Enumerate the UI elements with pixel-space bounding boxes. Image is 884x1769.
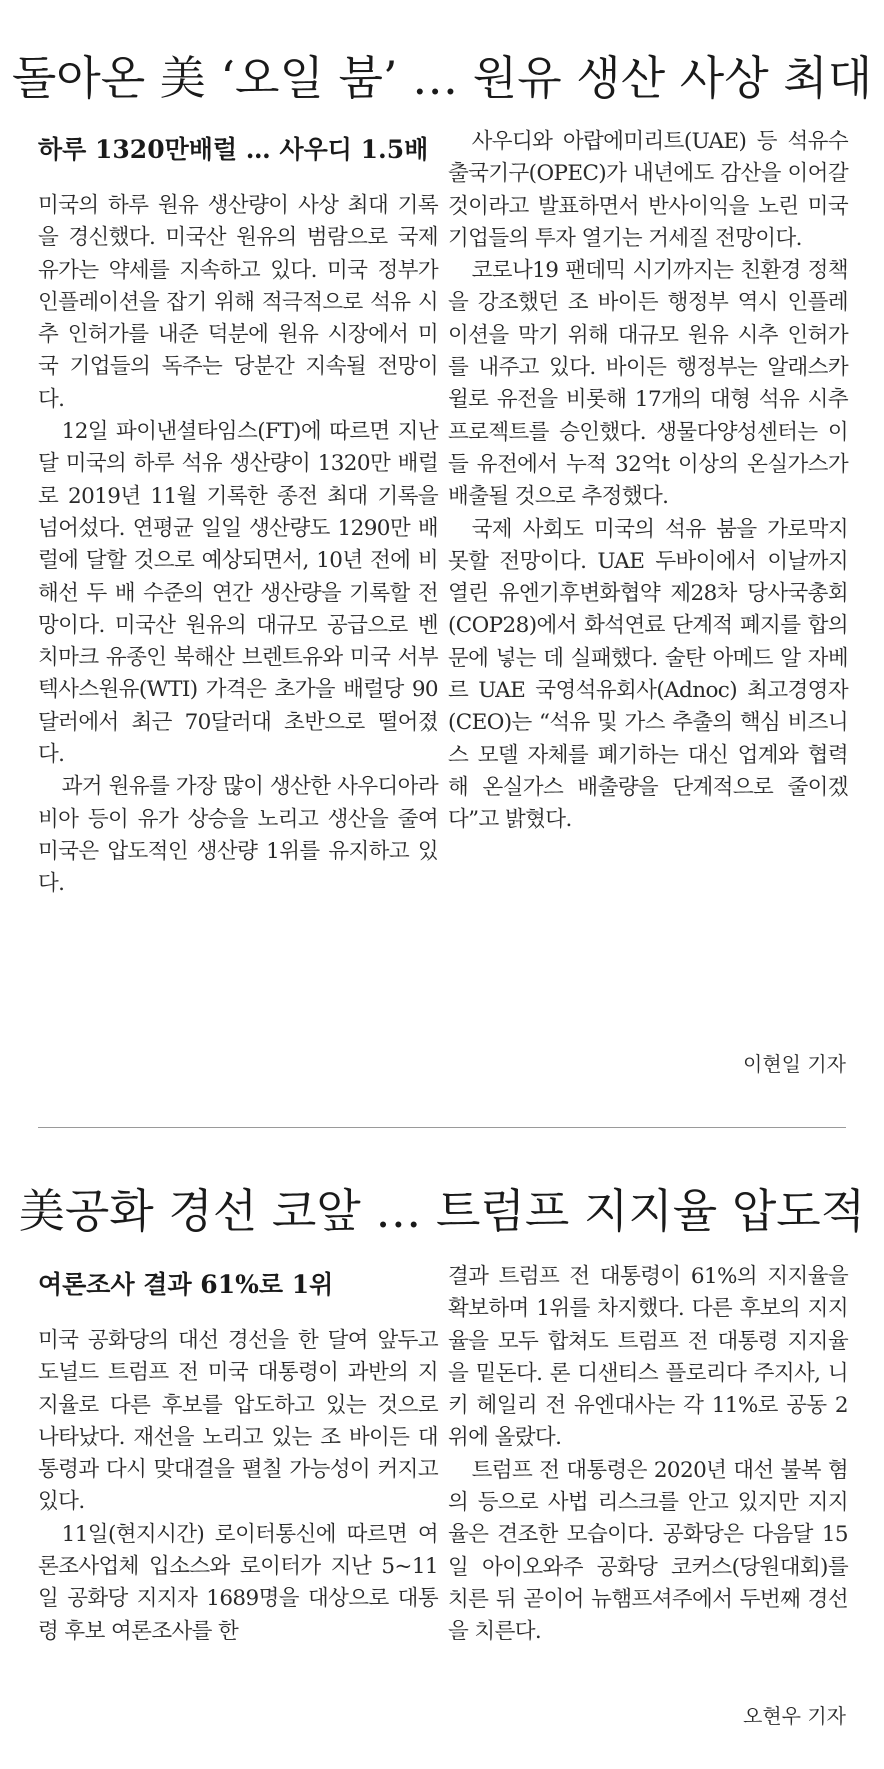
article1-paragraph: 사우디와 아랍에미리트(UAE) 등 석유수출국기구(OPEC)가 내년에도 감산을 이어갈 것이라고 발표하면서 반사이익을 노린 미국 기업들의 투자 열기는 거세질 전망이다.: [448, 129, 848, 251]
article1-byline: 이현일 기자: [743, 1052, 846, 1076]
article2-headline: 美공화 경선 코앞 … 트럼프 지지율 압도적: [18, 1184, 866, 1238]
article1-right-column: [448, 126, 848, 837]
article1-paragraph: 국제 사회도 미국의 석유 붐을 가로막지 못할 전망이다. UAE 두바이에서 이날까지 열린 유엔기후변화협약 제28차 당사국총회(COP28)에서 화석연료 단계적 폐지를 합의문에 넣는 데 실패했다. 술탄 아메드 알 자베르 UAE 국영석유회사(Adnoc) 최고경영자(CEO)는 “석유 및 가스 추출의 핵심 비즈니스 모델 자체를 폐기하는 대신 업계와 협력해 온실가스 배출량을 단계적으로 줄이겠다”고 밝혔다.: [448, 516, 848, 833]
article1-subheadline: 하루 1320만배럴 … 사우디 1.5배: [38, 135, 429, 164]
article1-headline: 돌아온 美 ‘오일 붐’ … 원유 생산 사상 최대: [11, 51, 873, 105]
article2-byline: 오현우 기자: [743, 1704, 846, 1728]
article2-paragraph: 미국 공화당의 대선 경선을 한 달여 앞두고 도널드 트럼프 전 미국 대통령이 과반의 지지율로 다른 후보를 압도하고 있는 것으로 나타났다. 재선을 노리고 있는 조 바이든 대통령과 다시 맞대결을 펼칠 가능성이 커지고 있다.: [38, 1328, 438, 1515]
article2-left-column: [38, 1325, 438, 1648]
article2-paragraph: 결과 트럼프 전 대통령이 61%의 지지율을 확보하며 1위를 차지했다. 다른 후보의 지지율을 모두 합쳐도 트럼프 전 대통령 지지율을 밑돈다. 론 디샌티스 플로리다 주지사, 니키 헤일리 전 유엔대사는 각 11%로 공동 2위에 올랐다.: [448, 1264, 848, 1451]
article1-paragraph: 코로나19 팬데믹 시기까지는 친환경 정책을 강조했던 조 바이든 행정부 역시 인플레이션을 막기 위해 대규모 원유 시추 인허가를 내주고 있다. 바이든 행정부는 알래스카 윌로 유전을 비롯해 17개의 대형 석유 시추 프로젝트를 승인했다. 생물다양성센터는 이들 유전에서 누적 32억t 이상의 온실가스가 배출될 것으로 추정했다.: [448, 258, 848, 510]
article1-left-column: [38, 190, 438, 901]
article1-paragraph: 과거 원유를 가장 많이 생산한 사우디아라비아 등이 유가 상승을 노리고 생산을 줄여 미국은 압도적인 생산량 1위를 유지하고 있다.: [38, 774, 438, 897]
article2-subheadline: 여론조사 결과 61%로 1위: [38, 1270, 334, 1299]
article2-paragraph: 트럼프 전 대통령은 2020년 대선 불복 혐의 등으로 사법 리스크를 안고 있지만 지지율은 견조한 모습이다. 공화당은 다음달 15일 아이오와주 공화당 코커스(당원대회)를 치른 뒤 곧이어 뉴햄프셔주에서 두번째 경선을 치른다.: [448, 1457, 848, 1645]
article-divider: [38, 1127, 846, 1128]
article2-paragraph: 11일(현지시간) 로이터통신에 따르면 여론조사업체 입소스와 로이터가 지난 5~11일 공화당 지지자 1689명을 대상으로 대통령 후보 여론조사를 한: [38, 1521, 438, 1644]
article1-paragraph: 12일 파이낸셜타임스(FT)에 따르면 지난달 미국의 하루 석유 생산량이 1320만 배럴로 2019년 11월 기록한 종전 최대 기록을 넘어섰다. 연평균 일일 생산량도 1290만 배럴에 달할 것으로 예상되면서, 10년 전에 비해선 두 배 수준의 연간 생산량을 기록할 전망이다. 미국산 원유의 대규모 공급으로 벤치마크 유종인 북해산 브렌트유와 미국 서부텍사스원유(WTI) 가격은 초가을 배럴당 90달러에서 최근 70달러대 초반으로 떨어졌다.: [38, 419, 438, 768]
article2-right-column: [448, 1261, 848, 1649]
article1-paragraph: 미국의 하루 원유 생산량이 사상 최대 기록을 경신했다. 미국산 원유의 범람으로 국제 유가는 약세를 지속하고 있다. 미국 정부가 인플레이션을 잡기 위해 적극적으로 석유 시추 인허가를 내준 덕분에 원유 시장에서 미국 기업들의 독주는 당분간 지속될 전망이다.: [38, 193, 438, 412]
